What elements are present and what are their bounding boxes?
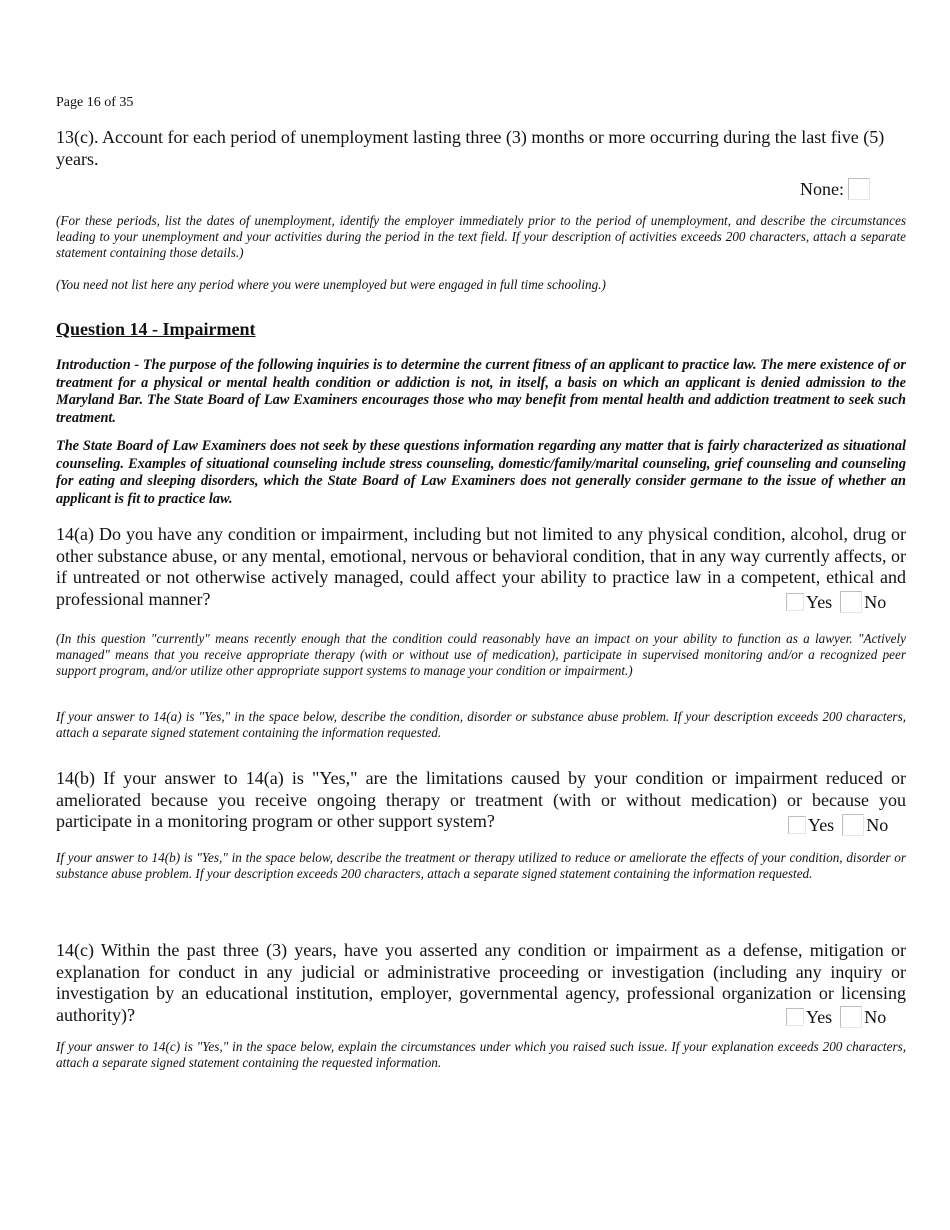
question-13c-note-schooling: (You need not list here any period where you were unemployed but were engaged in full time schooling.) — [56, 277, 606, 292]
question-14c-text: 14(c) Within the past three (3) years, have you asserted any condition or impairment as a defense, mitigation or explanation for conduct in any judicial or administrative proceeding or investigation (including any inquiry or investigation by an educational institution, employer, governmental agency, professional organization or licensing authority)? — [56, 940, 906, 1025]
question-14-heading: Question 14 - Impairment — [56, 319, 256, 339]
question-14c-no-checkbox[interactable] — [840, 1006, 862, 1028]
none-checkbox[interactable] — [848, 178, 870, 200]
question-14b-no-label: No — [866, 814, 889, 835]
question-14a-no-checkbox[interactable] — [840, 591, 862, 613]
question-14a-yes-checkbox[interactable] — [786, 593, 804, 611]
question-14a-note-definitions: (In this question "currently" means recently enough that the condition could reasonably have an impact on your ability to function as a lawyer. "Actively managed" means that you receive appropriate therapy (with or without use of medication), participate in supervised monitoring and/or a recognized peer support program, and/or utilize other appropriate support systems to manage your condition or impairment.) — [56, 631, 906, 678]
question-14-introduction: Introduction - The purpose of the following inquiries is to determine the current fitness of an applicant to practice law. The mere existence of or treatment for a physical or mental health condition or addiction is not, in itself, a basis on which an applicant is denied admission to the Maryland Bar. The State Board of Law Examiners encourages those who may benefit from mental health and addiction treatment to seek such treatment. — [56, 357, 906, 426]
question-13c-text: 13(c). Account for each period of unemployment lasting three (3) months or more occurring during the last five (5) years. — [56, 127, 885, 169]
question-14b-text: 14(b) If your answer to 14(a) is "Yes," are the limitations caused by your condition or impairment reduced or ameliorated because you receive ongoing therapy or treatment (with or without medication) or because you participate in a monitoring program or other support system? — [56, 768, 906, 831]
question-13c-note-periods: (For these periods, list the dates of unemployment, identify the employer immediately prior to the period of unemployment, and describe the circumstances leading to your unemployment and your activities during the period in the text field. If your description of activities exceeds 200 characters, attach a separate statement containing those details.) — [56, 213, 906, 260]
question-14-situational-counseling: The State Board of Law Examiners does not seek by these questions information regarding any matter that is fairly characterized as situational counseling. Examples of situational counseling include stress counseling, domestic/family/marital counseling, grief counseling and counseling for eating and sleeping disorders, which the State Board of Law Examiners does not generally consider germane to the issue of whether an applicant is fit to practice law. — [56, 438, 906, 507]
question-14c-note-explain: If your answer to 14(c) is "Yes," in the space below, explain the circumstances under which you raised such issue. If your explanation exceeds 200 characters, attach a separate signed statement containing the requested information. — [56, 1039, 906, 1070]
question-14a-text: 14(a) Do you have any condition or impairment, including but not limited to any physical condition, alcohol, drug or other substance abuse, or any mental, emotional, nervous or behavioral condition, that in any way currently affects, or if untreated or not otherwise actively managed, could affect your ability to practice law in a competent, ethical and professional manner? — [56, 524, 906, 609]
question-14b-answer — [788, 814, 894, 836]
question-14a-yes-label: Yes — [806, 591, 833, 612]
question-14a-note-describe: If your answer to 14(a) is "Yes," in the space below, describe the condition, disorder or substance abuse problem. If your description exceeds 200 characters, attach a separate signed statement containing the information requested. — [56, 709, 906, 740]
page-number: Page 16 of 35 — [56, 95, 134, 110]
none-label: None: — [800, 178, 844, 199]
question-14c-answer — [786, 1006, 892, 1028]
question-14c-no-label: No — [864, 1006, 887, 1027]
none-option — [800, 178, 870, 200]
question-14b-yes-checkbox[interactable] — [788, 816, 806, 834]
question-14c-yes-checkbox[interactable] — [786, 1008, 804, 1026]
question-14b-no-checkbox[interactable] — [842, 814, 864, 836]
question-14a-answer — [786, 591, 892, 613]
question-14b-yes-label: Yes — [808, 814, 835, 835]
question-14c-yes-label: Yes — [806, 1006, 833, 1027]
question-14a-no-label: No — [864, 591, 887, 612]
question-14b-note-describe: If your answer to 14(b) is "Yes," in the space below, describe the treatment or therapy utilized to reduce or ameliorate the effects of your condition, disorder or substance abuse problem. If your description exceeds 200 characters, attach a separate signed statement containing the information requested. — [56, 850, 906, 881]
